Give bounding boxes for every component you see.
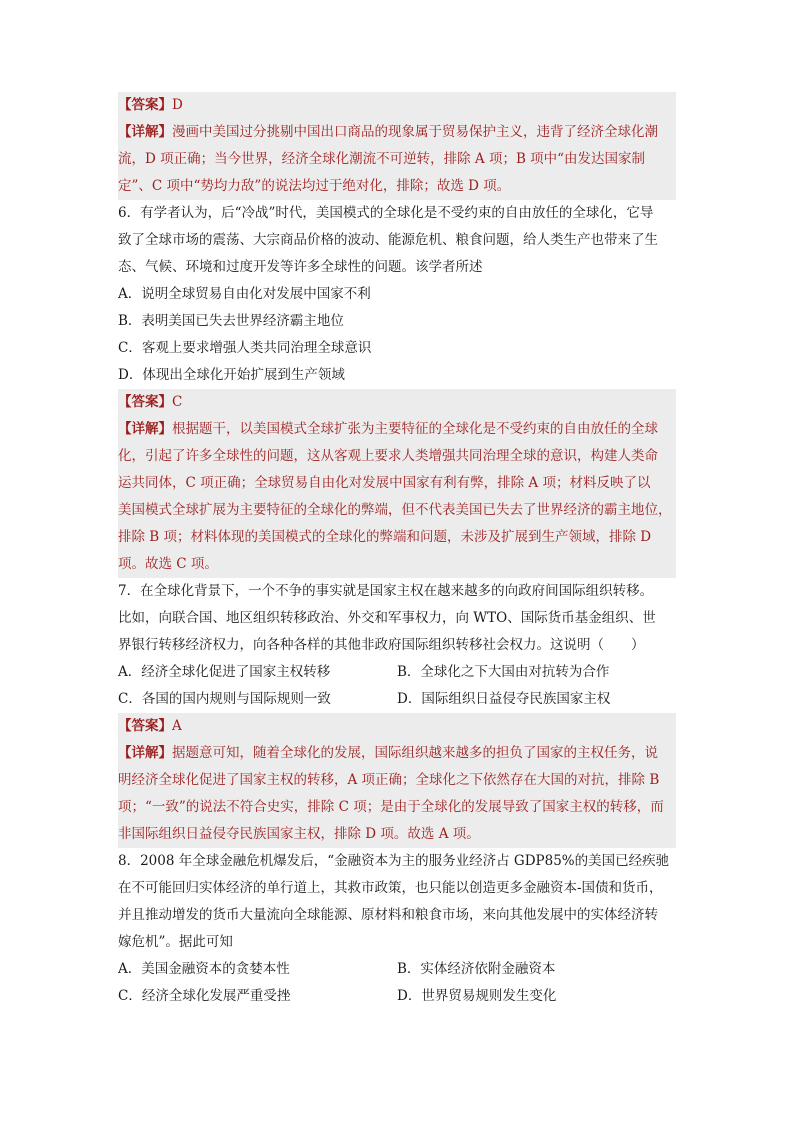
detail-block <box>118 740 676 848</box>
option-item: D．世界贸易规则发生变化 <box>397 988 557 1004</box>
answer-value: A <box>172 718 182 734</box>
question-line: 比如，向联合国、地区组织转移政治、外交和军事权力，向 WTO、国际货币基金组织、世 <box>118 610 656 626</box>
detail-tag: 【详解】 <box>118 421 172 437</box>
answer-tag: 【答案】 <box>118 97 172 113</box>
question-line: 7．在全球化背景下，一个不争的事实就是国家主权在越来越多的向政府间国际组织转移。 <box>118 583 654 599</box>
answer-tag: 【答案】 <box>118 718 172 734</box>
detail-line <box>118 470 676 497</box>
question-line: 嫁危机”。据此可知 <box>118 934 233 950</box>
option-item: A．说明全球贸易自由化对发展中国家不利 <box>118 286 371 302</box>
options-grid <box>118 956 676 1010</box>
question-stem <box>118 200 676 281</box>
detail-line <box>118 524 676 551</box>
detail-line <box>118 821 676 848</box>
detail-line <box>118 416 676 443</box>
detail-text: 流，D 项正确；当今世界，经济全球化潮流不可逆转，排除 A 项；B 项中“由发达国家制 <box>118 151 646 167</box>
option-item: A．经济全球化促进了国家主权转移 <box>118 664 331 680</box>
question-line: 8．2008 年全球金融危机爆发后，“金融资本为主的服务业经济占 GDP85%的美国已经疾驰 <box>118 853 670 869</box>
option-row <box>118 659 676 686</box>
option-item: D．体现出全球化开始扩展到生产领域 <box>118 367 345 383</box>
detail-text: 排除 B 项；材料体现的美国模式的全球化的弊端和问题，未涉及扩展到生产领域，排除 D <box>118 529 652 545</box>
question-line: 界银行转移经济权力，向各种各样的其他非政府国际组织转移社会权力。这说明（ ） <box>118 637 645 653</box>
detail-text: 项；“一致”的说法不符合史实，排除 C 项；是由于全球化的发展导致了国家主权的转移，而 <box>118 799 664 815</box>
detail-text: 运共同体，C 项正确；全球贸易自由化对发展中国家有利有弊，排除 A 项；材料反映了以 <box>118 475 651 491</box>
detail-tag: 【详解】 <box>118 745 172 761</box>
option-row <box>118 956 676 983</box>
question-line: 6．有学者认为，后“冷战”时代，美国模式的全球化是不受约束的自由放任的全球化，它导 <box>118 205 654 221</box>
options-grid <box>118 659 676 713</box>
detail-line <box>118 767 676 794</box>
page-content <box>118 92 676 1010</box>
detail-block <box>118 119 676 200</box>
detail-line <box>118 497 676 524</box>
option-item: B．全球化之下大国由对抗转为合作 <box>397 664 610 680</box>
option-item: C．客观上要求增强人类共同治理全球意识 <box>118 340 372 356</box>
detail-text: 据题意可知，随着全球化的发展，国际组织越来越多的担负了国家的主权任务，说 <box>172 745 658 761</box>
detail-text: 定”、C 项中“势均力敌”的说法均过于绝对化，排除；故选 D 项。 <box>118 178 511 194</box>
detail-text: 化，引起了许多全球性的问题，这从客观上要求人类增强共同治理全球的意识，构建人类命 <box>118 448 658 464</box>
answer-line <box>118 713 676 740</box>
detail-text: 美国模式全球扩展为主要特征的全球化的弊端，但不代表美国已失去了世界经济的霸主地位， <box>118 502 672 518</box>
question-line: 并且推动增发的货币大量流向全球能源、原材料和粮食市场，来向其他发展中的实体经济转 <box>118 907 658 923</box>
detail-line <box>118 794 676 821</box>
answer-block <box>118 389 676 416</box>
question-stem <box>118 578 676 659</box>
detail-text: 明经济全球化促进了国家主权的转移，A 项正确；全球化之下依然存在大国的对抗，排除 B <box>118 772 660 788</box>
options-list <box>118 281 676 389</box>
question-line: 态、气候、环境和过度开发等许多全球性的问题。该学者所述 <box>118 259 483 275</box>
option-item: D．国际组织日益侵夺民族国家主权 <box>397 691 611 707</box>
question-stem <box>118 848 676 956</box>
detail-line <box>118 551 676 578</box>
option-item: A．美国金融资本的贪婪本性 <box>118 961 290 977</box>
detail-block <box>118 416 676 578</box>
option-item: C．各国的国内规则与国际规则一致 <box>118 691 331 707</box>
answer-block <box>118 713 676 740</box>
answer-line <box>118 389 676 416</box>
option-row <box>118 983 676 1010</box>
detail-tag: 【详解】 <box>118 124 172 140</box>
answer-value: C <box>172 394 183 410</box>
option-item: B．实体经济依附金融资本 <box>397 961 556 977</box>
answer-tag: 【答案】 <box>118 394 172 410</box>
option-item: C．经济全球化发展严重受挫 <box>118 988 291 1004</box>
option-row <box>118 686 676 713</box>
detail-line <box>118 119 676 146</box>
answer-line <box>118 92 676 119</box>
answer-block <box>118 92 676 119</box>
detail-text: 漫画中美国过分挑剔中国出口商品的现象属于贸易保护主义，违背了经济全球化潮 <box>172 124 658 140</box>
detail-line <box>118 146 676 173</box>
detail-line <box>118 173 676 200</box>
detail-line <box>118 443 676 470</box>
question-line: 致了全球市场的震荡、大宗商品价格的波动、能源危机、粮食问题，给人类生产也带来了生 <box>118 232 658 248</box>
detail-line <box>118 740 676 767</box>
option-item: B．表明美国已失去世界经济霸主地位 <box>118 313 344 329</box>
detail-text: 根据题干，以美国模式全球扩张为主要特征的全球化是不受约束的自由放任的全球 <box>172 421 658 437</box>
answer-value: D <box>172 97 183 113</box>
detail-text: 非国际组织日益侵夺民族国家主权，排除 D 项。故选 A 项。 <box>118 826 480 842</box>
question-line: 在不可能回归实体经济的单行道上，其救市政策，也只能以创造更多金融资本-国债和货币， <box>118 880 663 896</box>
detail-text: 项。故选 C 项。 <box>118 556 218 572</box>
